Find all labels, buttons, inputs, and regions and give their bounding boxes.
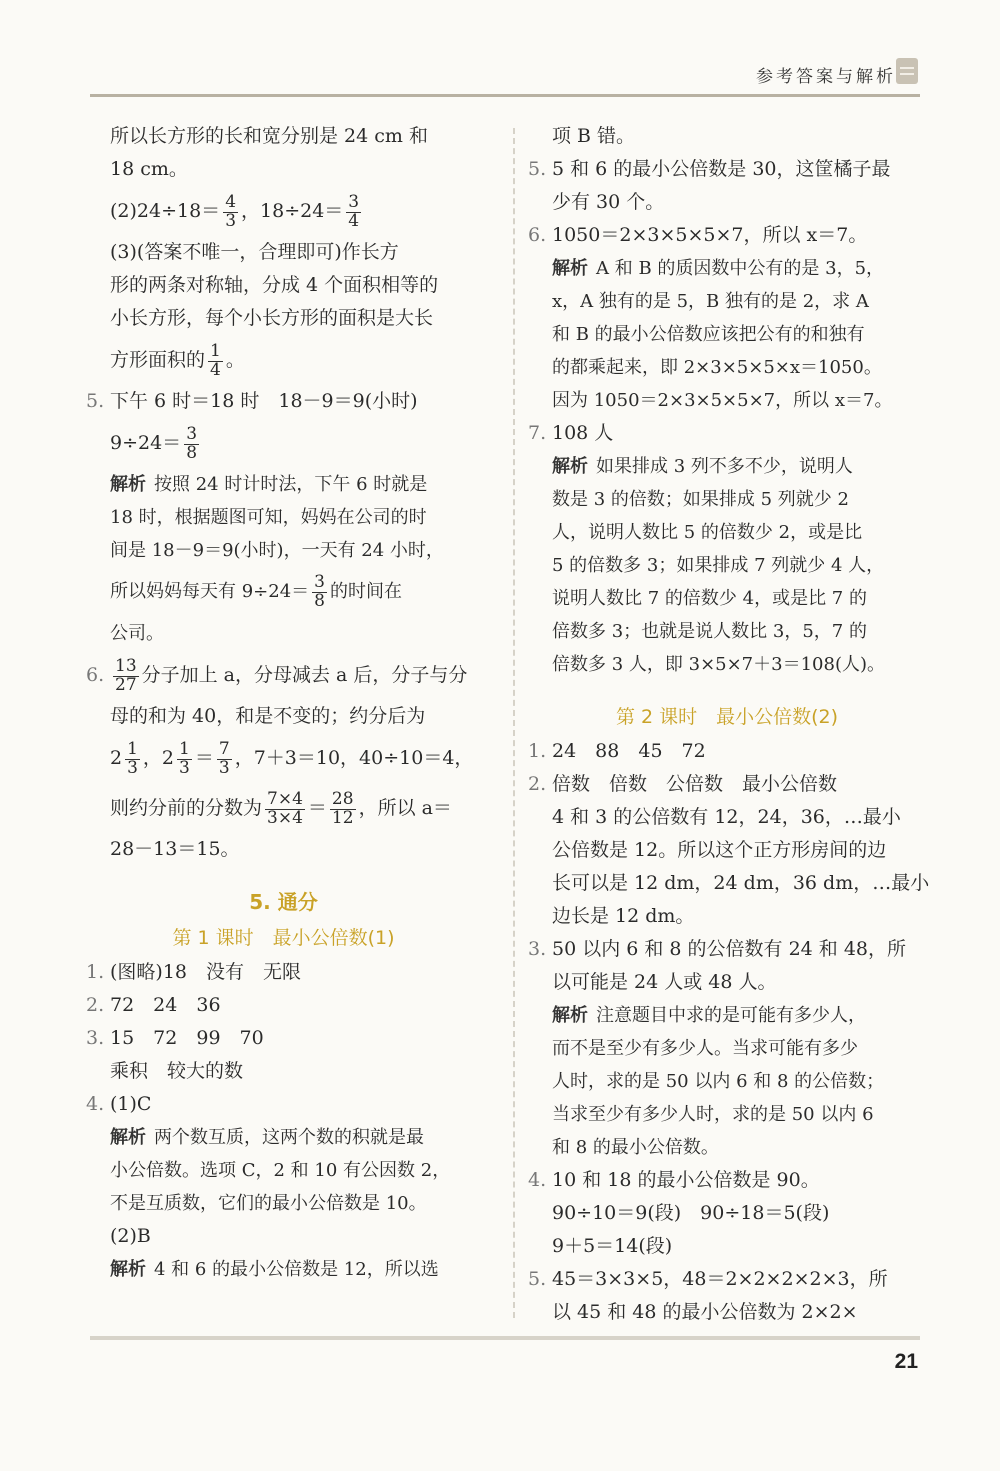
explanation-line [86,1121,481,1154]
fraction [177,738,192,778]
explanation-label: 解析 [552,456,588,477]
question-number: 6. [86,664,105,686]
text-segment: 的时间在 [330,581,402,602]
explanation-line: 人，说明人数比 5 的倍数少 2，或是比 [552,522,863,543]
answer-item [86,1088,481,1121]
text-line: 公倍数是 12。所以这个正方形房间的边 [552,839,887,861]
answer-item [528,219,926,252]
text-segment: A 和 B 的质因数中公有的是 3，5， [596,258,885,279]
spacer [86,866,481,884]
text-line [86,418,481,468]
denominator: 3 [218,757,230,778]
explanation-line: 当求至少有多少人时，求的是 50 以内 6 [552,1104,874,1125]
question-number: 5. [86,390,105,412]
text-line [86,186,481,236]
answer-item [528,417,926,450]
fraction [217,738,232,778]
text-segment: (2)24÷18＝ [110,200,221,222]
text-segment: 。 [225,349,245,371]
text-segment: ，7＋3＝10，40÷10＝4， [234,747,474,769]
explanation-line [86,567,481,617]
explanation-line: 人时，求的是 50 以内 6 和 8 的公倍数； [552,1071,885,1092]
denominator: 8 [186,442,198,463]
question-number: 4. [86,1093,105,1115]
explanation-line: 公司。 [110,623,164,644]
question-number: 3. [86,1027,105,1049]
numerator: 28 [331,788,354,809]
text-segment: 4 和 6 的最小公倍数是 12，所以选 [154,1259,439,1280]
fraction [265,788,305,828]
explanation-label: 解析 [552,1005,588,1026]
section-title: 5. 通分 [249,890,318,914]
question-number: 2. [86,994,105,1016]
numerator: 1 [127,738,138,759]
header-book-icon [896,58,918,84]
explanation-line [528,450,926,483]
text-segment: 如果排成 3 列不多不少，说明人 [596,456,853,477]
text-segment: 24 88 45 72 [552,740,706,762]
explanation-line: 和 8 的最小公倍数。 [552,1137,719,1158]
text-segment: 2 [110,747,123,769]
answer-item [86,385,481,418]
answer-item [528,768,926,801]
question-number: 4. [528,1169,547,1191]
fraction [208,340,223,380]
explanation-line: 说明人数比 7 的倍数少 4，或是比 7 的 [552,588,867,609]
explanation-line: 而不是至少有多少人。当求可能有多少 [552,1038,858,1059]
text-line [86,733,481,783]
text-line: 以可能是 24 人或 48 人。 [552,971,777,993]
text-segment: ＝ [194,747,214,769]
text-line: 项 B 错。 [552,125,636,147]
numerator: 7×4 [267,788,303,809]
text-segment: (1)C [110,1093,152,1115]
explanation-label: 解析 [552,258,588,279]
text-segment: 分子加上 a，分母减去 a 后，分子与分 [141,664,468,686]
explanation-line [86,468,481,501]
left-column [86,120,481,1286]
text-segment: 15 72 99 70 [110,1027,264,1049]
text-segment: 1050＝2×3×5×5×7，所以 x＝7。 [552,224,868,246]
answer-item [528,1164,926,1197]
text-line: 9＋5＝14(段) [552,1235,673,1257]
explanation-line: x，A 独有的是 5，B 独有的是 2，求 A [552,291,869,312]
explanation-line [528,999,926,1032]
fraction [223,191,238,231]
text-segment: 所以妈妈每天有 9÷24＝ [110,581,310,602]
numerator: 3 [186,423,198,444]
lesson-title: 第 1 课时 最小公倍数(1) [172,927,395,949]
denominator: 8 [314,590,325,611]
fraction [330,788,356,828]
text-segment: 10 和 18 的最小公倍数是 90。 [552,1169,820,1191]
answer-item [86,650,481,700]
text-line: 以 45 和 48 的最小公倍数为 2×2× [552,1301,858,1323]
text-segment: 9÷24＝ [110,432,182,454]
text-line: (2)B [110,1225,151,1247]
text-segment: 108 人 [552,422,614,444]
explanation-line: 因为 1050＝2×3×5×5×7，所以 x＝7。 [552,390,893,411]
text-line: 90÷10＝9(段) 90÷18＝5(段) [552,1202,830,1224]
fraction [312,571,327,611]
explanation-label: 解析 [110,1259,146,1280]
answer-item [528,735,926,768]
page-number: 21 [894,1350,918,1373]
text-line: 18 cm。 [110,158,188,180]
text-segment: 50 以内 6 和 8 的公倍数有 24 和 48，所 [552,938,907,960]
explanation-line: 和 B 的最小公倍数应该把公有的和独有 [552,324,865,345]
text-segment: 倍数 倍数 公倍数 最小公倍数 [552,773,838,795]
explanation-line: 的都乘起来，即 2×3×5×5×x＝1050。 [552,357,882,378]
spacer [528,681,926,699]
denominator: 3×4 [267,807,303,828]
text-segment: ，2 [142,747,175,769]
numerator: 3 [348,191,360,212]
text-line: 小长方形，每个小长方形的面积是大长 [110,307,434,329]
text-segment: 方形面积的 [110,349,206,371]
denominator: 3 [225,210,237,231]
text-segment: 按照 24 时计时法，下午 6 时就是 [154,474,428,495]
explanation-line: 18 时，根据题图可知，妈妈在公司的时 [110,507,427,528]
question-number: 3. [528,938,547,960]
text-line: 形的两条对称轴，分成 4 个面积相等的 [110,274,439,296]
denominator: 3 [179,757,190,778]
numerator: 13 [115,655,137,676]
text-segment: 注意题目中求的是可能有多少人， [596,1005,866,1026]
text-line [86,335,481,385]
column-divider [513,128,515,1318]
answer-item [528,933,926,966]
question-number: 7. [528,422,547,444]
text-line: 乘积 较大的数 [110,1060,244,1082]
numerator: 3 [314,571,325,592]
page-header [0,0,1000,100]
explanation-line: 倍数多 3 人，即 3×5×7＋3＝108(人)。 [552,654,885,675]
denominator: 27 [115,674,137,695]
text-line: 少有 30 个。 [552,191,665,213]
fraction [346,191,361,231]
text-line [86,783,481,833]
answer-item [528,153,926,186]
question-number: 2. [528,773,547,795]
explanation-line: 5 的倍数多 3；如果排成 7 列就少 4 人， [552,555,885,576]
answer-item [528,1263,926,1296]
text-line: 所以长方形的长和宽分别是 24 cm 和 [110,125,428,147]
right-column [528,120,930,1329]
denominator: 12 [331,807,354,828]
text-segment: 72 24 36 [110,994,221,1016]
text-segment: 下午 6 时＝18 时 18－9＝9(小时) [110,390,418,412]
text-line: 28－13＝15。 [110,838,240,860]
answer-item [86,989,481,1022]
text-segment: (图略)18 没有 无限 [110,961,302,983]
explanation-line: 小公倍数。选项 C，2 和 10 有公因数 2， [110,1160,451,1181]
explanation-label: 解析 [110,1127,146,1148]
text-segment: ，所以 a＝ [358,797,452,819]
numerator: 1 [179,738,190,759]
text-segment: 5 和 6 的最小公倍数是 30，这筐橘子最 [552,158,891,180]
explanation-line: 倍数多 3；也就是说人数比 3，5，7 的 [552,621,867,642]
explanation-line [86,1253,481,1286]
explanation-line: 不是互质数，它们的最小公倍数是 10。 [110,1193,427,1214]
text-line: 边长是 12 dm。 [552,905,695,927]
question-number: 6. [528,224,547,246]
footer-rule [90,1336,920,1340]
header-title: 参考答案与解析 [756,67,896,87]
header-rule [90,94,920,97]
denominator: 4 [348,210,360,231]
fraction [113,655,139,695]
text-segment: 则约分前的分数为 [110,797,263,819]
numerator: 1 [210,340,221,361]
text-line: (3)(答案不唯一，合理即可)作长方 [110,241,399,263]
lesson-title: 第 2 课时 最小公倍数(2) [615,706,839,728]
denominator: 4 [210,359,221,380]
text-segment: ＝ [307,797,327,819]
question-number: 5. [528,158,547,180]
text-segment: 两个数互质，这两个数的积就是最 [154,1127,424,1148]
text-line: 4 和 3 的公倍数有 12，24，36，…最小 [552,806,901,828]
fraction [184,423,199,463]
explanation-line [528,252,926,285]
explanation-line: 间是 18－9＝9(小时)，一天有 24 小时， [110,540,444,561]
numerator: 4 [225,191,237,212]
question-number: 5. [528,1268,547,1290]
explanation-label: 解析 [110,474,146,495]
denominator: 3 [127,757,138,778]
text-line: 长可以是 12 dm，24 dm，36 dm，…最小 [552,872,930,894]
text-segment: ，18÷24＝ [241,200,344,222]
fraction [125,738,140,778]
answer-item [86,1022,481,1055]
text-segment: 45＝3×3×5，48＝2×2×2×2×3，所 [552,1268,888,1290]
text-line: 母的和为 40，和是不变的；约分后为 [110,705,426,727]
explanation-line: 数是 3 的倍数；如果排成 5 列就少 2 [552,489,849,510]
numerator: 7 [218,738,230,759]
answer-item [86,956,481,989]
question-number: 1. [86,961,105,983]
question-number: 1. [528,740,547,762]
